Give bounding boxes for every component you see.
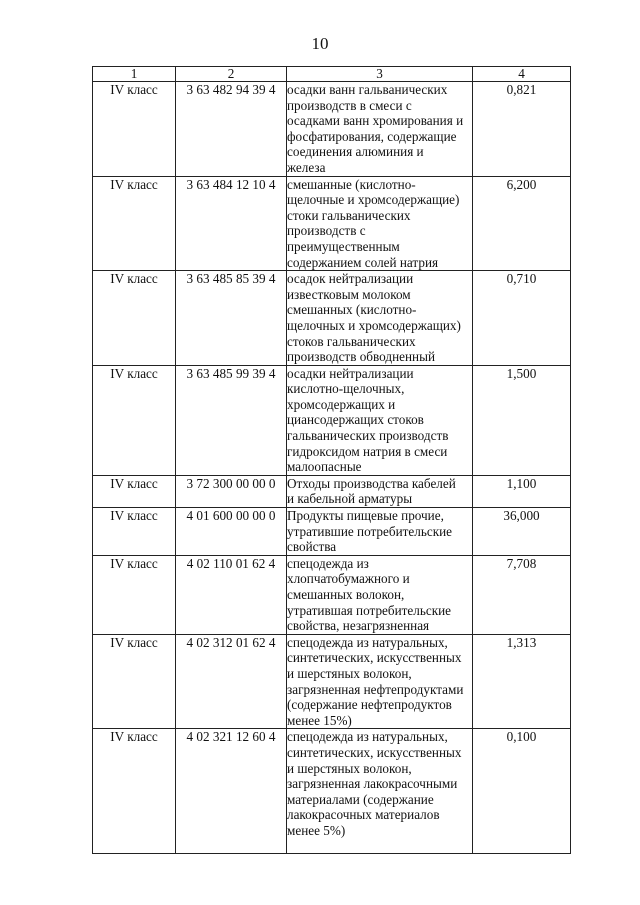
waste-description-cell: Отходы производства кабелей и кабельной арматуры: [287, 475, 473, 507]
waste-code-cell: 4 02 312 01 62 4: [176, 634, 287, 729]
waste-table: [92, 66, 571, 854]
waste-description-cell: осадок нейтрализации известковым молоком смешанных (кислотно- щелочных и хромсодержащих) стоков гальванических производств обводненный: [287, 271, 473, 366]
page-number: 10: [311, 34, 329, 53]
table-row: [93, 729, 571, 854]
waste-code-cell: 3 63 484 12 10 4: [176, 176, 287, 271]
table-row: [93, 176, 571, 271]
amount-cell: 1,100: [473, 475, 571, 507]
table-row: [93, 365, 571, 475]
amount-cell: 1,313: [473, 634, 571, 729]
column-header: 3: [287, 67, 473, 82]
hazard-class-cell: IV класс: [93, 365, 176, 475]
waste-description-cell: смешанные (кислотно- щелочные и хромсодержащие) стоки гальванических производств с преимущественным содержанием солей натрия: [287, 176, 473, 271]
column-header: 4: [473, 67, 571, 82]
waste-code-cell: 3 63 485 99 39 4: [176, 365, 287, 475]
hazard-class-cell: IV класс: [93, 271, 176, 366]
amount-cell: 0,710: [473, 271, 571, 366]
waste-description-cell: осадки ванн гальванических производств в смеси с осадками ванн хромирования и фосфатирования, содержащие соединения алюминия и железа: [287, 82, 473, 177]
amount-cell: 0,821: [473, 82, 571, 177]
column-header: 1: [93, 67, 176, 82]
waste-description-cell: спецодежда из хлопчатобумажного и смешанных волокон, утратившая потребительские свойства, незагрязненная: [287, 555, 473, 634]
waste-description-cell: осадки нейтрализации кислотно-щелочных, хромсодержащих и циансодержащих стоков гальванических производств гидроксидом натрия в смеси малоопасные: [287, 365, 473, 475]
hazard-class-cell: IV класс: [93, 176, 176, 271]
hazard-class-cell: IV класс: [93, 82, 176, 177]
table-header-row: [93, 67, 571, 82]
waste-description-cell: спецодежда из натуральных, синтетических, искусственных и шерстяных волокон, загрязненная нефтепродуктами (содержание нефтепродуктов менее 15%): [287, 634, 473, 729]
hazard-class-cell: IV класс: [93, 508, 176, 556]
amount-cell: 7,708: [473, 555, 571, 634]
amount-cell: 0,100: [473, 729, 571, 854]
waste-description-cell: спецодежда из натуральных, синтетических, искусственных и шерстяных волокон, загрязненная лакокрасочными материалами (содержание лакокрасочных материалов менее 5%): [287, 729, 473, 854]
column-header: 2: [176, 67, 287, 82]
waste-description-cell: Продукты пищевые прочие, утратившие потребительские свойства: [287, 508, 473, 556]
waste-code-cell: 3 63 482 94 39 4: [176, 82, 287, 177]
waste-code-cell: 4 01 600 00 00 0: [176, 508, 287, 556]
waste-code-cell: 3 63 485 85 39 4: [176, 271, 287, 366]
hazard-class-cell: IV класс: [93, 634, 176, 729]
waste-code-cell: 3 72 300 00 00 0: [176, 475, 287, 507]
amount-cell: 1,500: [473, 365, 571, 475]
table-row: [93, 634, 571, 729]
hazard-class-cell: IV класс: [93, 729, 176, 854]
table-row: [93, 555, 571, 634]
amount-cell: 36,000: [473, 508, 571, 556]
hazard-class-cell: IV класс: [93, 555, 176, 634]
waste-code-cell: 4 02 110 01 62 4: [176, 555, 287, 634]
table-row: [93, 475, 571, 507]
hazard-class-cell: IV класс: [93, 475, 176, 507]
table-row: [93, 508, 571, 556]
table-row: [93, 271, 571, 366]
table-row: [93, 82, 571, 177]
waste-code-cell: 4 02 321 12 60 4: [176, 729, 287, 854]
amount-cell: 6,200: [473, 176, 571, 271]
